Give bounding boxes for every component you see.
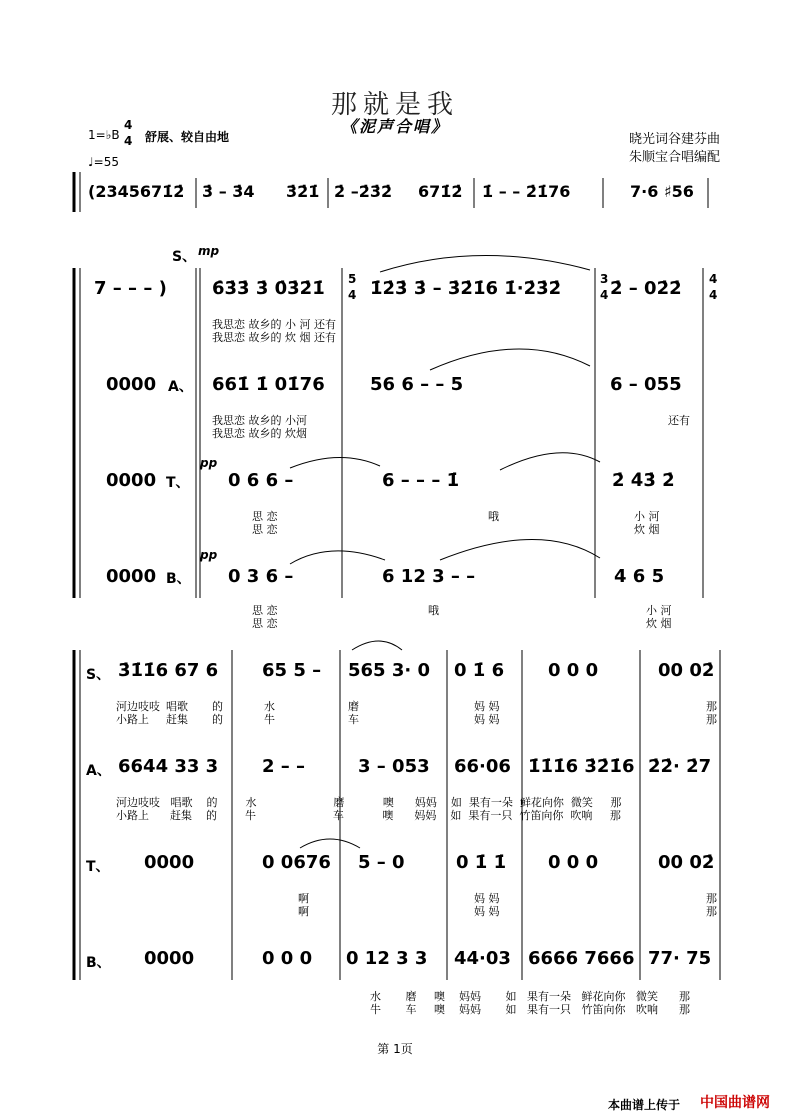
- s2-alto-m4: 66·06: [454, 756, 511, 777]
- s1-tenor-m3: 2̇ 4̇3̇ 2̇: [612, 470, 675, 491]
- s2-tenor-m1: 0 0676: [262, 852, 331, 873]
- s1-alto-lyric-2: 我思恋 故乡的 炊烟: [212, 427, 307, 440]
- s2-tenor-lyric-2c: 那: [706, 905, 717, 918]
- s1-soprano-m2: 1̇2̇3̇ 3̇ – 3̇2̇1̇6 1̇·2̇3̇2̇: [370, 278, 562, 299]
- credit-composer: 晓光词谷建芬曲: [628, 132, 720, 147]
- s1-tenor-lyric-2: 思 恋: [252, 523, 278, 536]
- s1-alto-lyric-1: 我思恋 故乡的 小河: [212, 414, 307, 427]
- dynamic-pp-bass: pp: [200, 548, 218, 562]
- s1-tenor-lyric-1: 思 恋: [252, 510, 278, 523]
- key-signature: 1=♭B: [88, 128, 120, 142]
- s2-tenor-lyric-1c: 那: [706, 892, 717, 905]
- s2-tenor-lyric-2b: 妈 妈: [474, 905, 500, 918]
- s1-alto-m1: 661̇ 1̇ 01̇76: [212, 374, 325, 395]
- s1-soprano-lyric-2: 我思恋 故乡的 炊 烟 还有: [212, 331, 336, 344]
- s2-alto-m1: 6644 33 3: [118, 756, 219, 777]
- s2-alto-m3: 3 – 053: [358, 756, 430, 777]
- s1-bass-m3: 4 6 5: [614, 566, 665, 587]
- intro-measure-2a: 3̇ – 3̇4: [202, 182, 255, 201]
- s1-tenor-lyric-end-2: 炊 烟: [634, 523, 660, 536]
- page-number: 第 1页: [377, 1042, 413, 1056]
- bass-label: B、: [166, 571, 191, 587]
- s2-soprano-lyric-1b: 唱歌: [166, 700, 188, 713]
- s2-soprano-m5: 0 0 0: [548, 660, 599, 681]
- s2-alto-m6: 2̇2̇· 2̇7: [648, 756, 712, 777]
- tempo-marking: 舒展、较自由地: [145, 130, 230, 144]
- s1-bass-m2: 6 12 3 – –: [382, 566, 476, 587]
- s2-tenor-lyric-1a: 啊: [298, 892, 309, 905]
- s2-soprano-lyric-1e: 磨: [348, 700, 359, 713]
- s1-alto-lyric-end: 还有: [668, 414, 690, 427]
- intro-measure-4: 1̇ – – 2̇1̇76: [482, 182, 571, 201]
- s2-bass-label: B、: [86, 955, 111, 971]
- s2-soprano-lyric-2f: 妈 妈: [474, 713, 500, 726]
- intro-measure-3b: 671̇2̇: [418, 182, 463, 201]
- s1-bass-lyric-oh: 哦: [428, 604, 439, 617]
- s2-soprano-lyric-2a: 小路上: [116, 713, 149, 726]
- ts-3-4-den: 4: [600, 288, 609, 302]
- s2-bass-lyric-1: 水 磨 噢 妈妈 如 果有一朵 鲜花向你 微笑 那: [370, 990, 690, 1003]
- s2-soprano-m1: 3̇1̇1̇6 67 6: [118, 660, 219, 681]
- time-denominator: 4: [124, 134, 133, 148]
- upload-note: 本曲谱上传于: [607, 1098, 680, 1112]
- s2-soprano-lyric-2b: 赶集: [166, 713, 188, 726]
- s2-alto-m5: 1̇1̇1̇6 3̇2̇1̇6: [528, 756, 635, 777]
- s1-alto-m3: 6 – 055: [610, 374, 682, 395]
- soprano-label: S、: [172, 249, 197, 265]
- ts-5-4-den: 4: [348, 288, 357, 302]
- intro-measure-3a: 2̇ –2̇3̇2̇: [334, 182, 393, 201]
- dynamic-mp: mp: [198, 244, 220, 258]
- s2-tenor-m2: 5 – 0: [358, 852, 405, 873]
- time-numerator: 4: [124, 118, 133, 132]
- s2-soprano-lyric-2e: 车: [348, 713, 359, 726]
- s2-tenor-lyric-2a: 啊: [298, 905, 309, 918]
- s2-soprano-m6: 00 02̇: [658, 660, 715, 681]
- site-logo[interactable]: 中国曲谱网: [700, 1095, 770, 1111]
- intro-measure-5: 7·6 ♯56: [630, 182, 694, 201]
- alto-label: A、: [168, 379, 193, 395]
- ts-4-4-num: 4: [709, 272, 718, 286]
- dynamic-pp-tenor: pp: [200, 456, 218, 470]
- s1-bass-lyric-end-1: 小 河: [646, 604, 672, 617]
- s2-soprano-label: S、: [86, 667, 111, 683]
- s1-tenor-lyric-oh: 哦: [488, 510, 499, 523]
- s1-soprano-lyric-1: 我思恋 故乡的 小 河 还有: [212, 318, 336, 331]
- s2-tenor-label: T、: [86, 859, 110, 875]
- s2-soprano-lyric-2g: 那: [706, 713, 717, 726]
- s2-soprano-lyric-2d: 牛: [264, 713, 275, 726]
- intro-measure-1: (2345671̇2̇: [88, 182, 185, 201]
- s2-alto-lyric-2: 小路上 赶集 的 牛 车 噢 妈妈 如 果有一只 竹笛向你 吹响 那: [116, 809, 621, 822]
- lead-rest: 7 – – – ): [94, 278, 167, 299]
- s2-soprano-lyric-1c: 的: [212, 700, 223, 713]
- ts-5-4-num: 5: [348, 272, 357, 286]
- s1-bass-lyric-1: 思 恋: [252, 604, 278, 617]
- song-subtitle: 《泥声合唱》: [340, 117, 449, 136]
- s2-soprano-lyric-2c: 的: [212, 713, 223, 726]
- s2-soprano-lyric-1a: 河边吱吱: [116, 700, 160, 713]
- s2-bass-m5: 77· 75: [648, 948, 712, 969]
- s1-tenor-m1: 0 6 6 –: [228, 470, 294, 491]
- s1-bass-m1: 0 3 6 –: [228, 566, 294, 587]
- bass-pre-rest: 0000: [106, 566, 157, 587]
- s2-soprano-lyric-1f: 妈 妈: [474, 700, 500, 713]
- s1-tenor-lyric-end-1: 小 河: [634, 510, 660, 523]
- alto-pre-rest: 0000: [106, 374, 157, 395]
- s2-alto-m2: 2 – –: [262, 756, 306, 777]
- s2-soprano-m2: 65 5 –: [262, 660, 322, 681]
- s2-alto-lyric-1: 河边吱吱 唱歌 的 水 磨 噢 妈妈 如 果有一朵 鲜花向你 微笑 那: [116, 796, 622, 809]
- s2-soprano-m3: 565 3· 0: [348, 660, 430, 681]
- tenor-label: T、: [166, 475, 190, 491]
- s1-tenor-m2: 6 – – – 1̇: [382, 470, 460, 491]
- ts-3-4-num: 3: [600, 272, 609, 286]
- s2-alto-label: A、: [86, 763, 111, 779]
- s2-bass-m4: 6666 7666: [528, 948, 635, 969]
- s1-bass-lyric-2: 思 恋: [252, 617, 278, 630]
- s2-tenor-m4: 0 0 0: [548, 852, 599, 873]
- intro-measure-2b: 3̇2̇1̇: [286, 182, 320, 201]
- s2-soprano-lyric-1g: 那: [706, 700, 717, 713]
- s2-soprano-m4: 0 1̇ 6: [454, 660, 505, 681]
- s1-soprano-m1: 6̇3̇3̇ 3̇ 0̇3̇2̇1̇: [212, 278, 325, 299]
- tenor-pre-rest: 0000: [106, 470, 157, 491]
- s2-tenor-lyric-1b: 妈 妈: [474, 892, 500, 905]
- s2-soprano-lyric-1d: 水: [264, 700, 275, 713]
- s2-bass-m3: 44·03: [454, 948, 511, 969]
- s1-bass-lyric-end-2: 炊 烟: [646, 617, 672, 630]
- s2-tenor-pre: 0000: [144, 852, 195, 873]
- song-title: 那就是我: [330, 90, 459, 120]
- s1-alto-m2: 56 6 – – 5: [370, 374, 464, 395]
- credit-arranger: 朱顺宝合唱编配: [628, 150, 720, 165]
- s2-bass-m2: 0 12 3 3: [346, 948, 428, 969]
- s2-bass-m1: 0 0 0: [262, 948, 313, 969]
- s2-bass-pre: 0000: [144, 948, 195, 969]
- s2-tenor-m3: 0 1̇ 1̇: [456, 852, 507, 873]
- ts-4-4-den: 4: [709, 288, 718, 302]
- metronome-mark: ♩=55: [88, 155, 119, 169]
- s2-bass-lyric-2: 牛 车 噢 妈妈 如 果有一只 竹笛向你 吹响 那: [370, 1003, 690, 1016]
- s2-tenor-m5: 00 02̇: [658, 852, 715, 873]
- s1-soprano-m3: 2̇ – 02̇2̇: [610, 278, 682, 299]
